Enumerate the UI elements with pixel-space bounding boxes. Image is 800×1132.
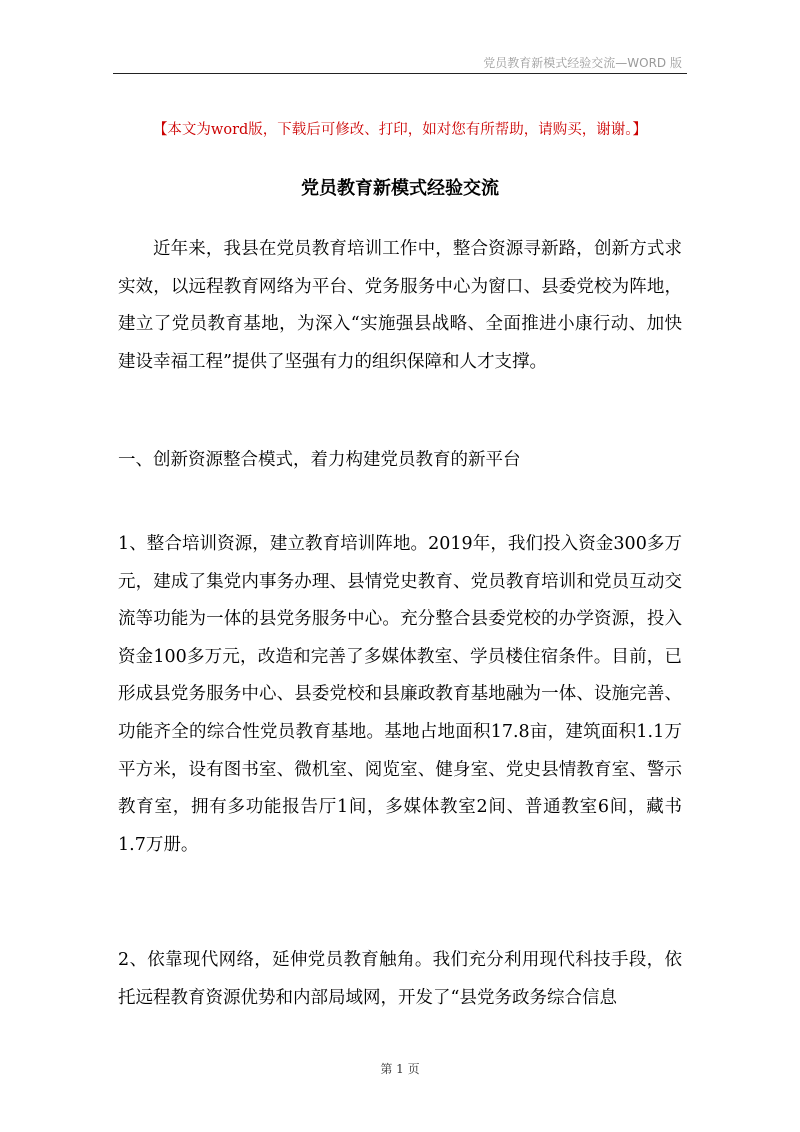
purchase-notice: 【本文为word版，下载后可修改、打印，如对您有所帮助，请购买，谢谢。】 (152, 122, 648, 138)
paragraph-item-2: 2、依靠现代网络，延伸党员教育触角。我们充分利用现代科技手段，依托远程教育资源优势和内部局域网，开发了“县党务政务综合信息 (118, 950, 682, 1008)
header-divider (113, 73, 687, 74)
document-title: 党员教育新模式经验交流 (301, 178, 499, 199)
paragraph-item-1: 1、整合培训资源，建立教育培训阵地。2019年，我们投入资金300多万元，建成了集党内事务办理、县情党史教育、党员教育培训和党员互动交流等功能为一体的县党务服务中心。充分整合县委党校的办学资源，投入资金100多万元，改造和完善了多媒体教室、学员楼住宿条件。目前，已形成县党务服务中心、县委党校和县廉政教育基地融为一体、设施完善、功能齐全的综合性党员教育基地。基地占地面积17.8亩，建筑面积1.1万平方米，设有图书室、微机室、阅览室、健身室、党史县情教育室、警示教育室，拥有多功能报告厅1间，多媒体教室2间、普通教室6间，藏书1.7万册。 (118, 534, 682, 855)
running-header: 党员教育新模式经验交流—WORD 版 (483, 56, 682, 70)
section-heading: 一、创新资源整合模式，着力构建党员教育的新平台 (118, 450, 521, 470)
intro-paragraph: 近年来，我县在党员教育培训工作中，整合资源寻新路，创新方式求实效，以远程教育网络为平台、党务服务中心为窗口、县委党校为阵地，建立了党员教育基地，为深入“实施强县战略、全面推进小康行动、加快建设幸福工程”提供了坚强有力的组织保障和人才支撑。 (118, 239, 682, 372)
page-number: 第 1 页 (380, 1062, 420, 1076)
